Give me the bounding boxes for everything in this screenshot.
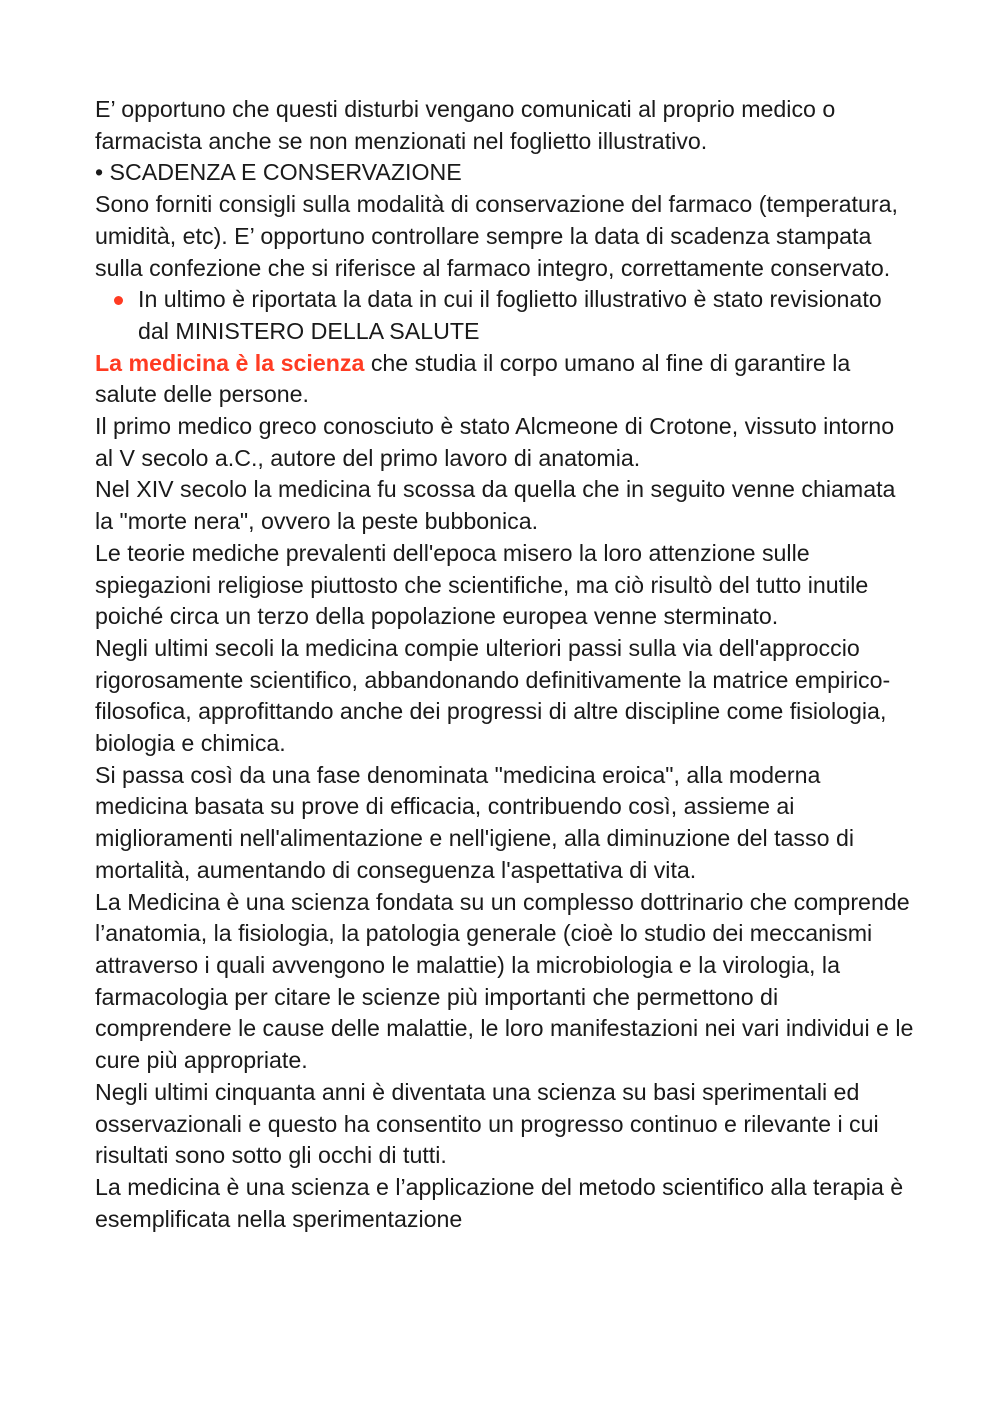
section-heading-scadenza: • SCADENZA E CONSERVAZIONE [95, 159, 462, 186]
paragraph-conservazione: Sono forniti consigli sulla modalità di conservazione del farmaco (temperatura, umidità, etc). E’ opportuno controllare sempre la data di scadenza stampata sulla confezione che si riferisce al farmaco integro, correttamente conservato. [95, 191, 898, 281]
paragraph-complesso-dottrinario: La Medicina è una scienza fondata su un complesso dottrinario che comprende l’anatomia, la fisiologia, la patologia generale (cioè lo studio dei meccanismi attraverso i quali avvengono le malattie) la microbiologia e la virologia, la farmacologia per citare le scienze più importanti che permettono di comprendere le cause delle malattie, le loro manifestazioni nei vari individui e le cure più appropriate. [95, 888, 914, 1074]
paragraph-teorie-mediche: Le teorie mediche prevalenti dell'epoca misero la loro attenzione sulle spiegazioni religiose piuttosto che scientifiche, ma ciò risultò del tutto inutile poiché circa un terzo della popolazione europea venne sterminato. [95, 539, 869, 630]
bullet-list [95, 284, 915, 347]
paragraph-morte-nera: Nel XIV secolo la medicina fu scossa da quella che in seguito venne chiamata la "morte nera", ovvero la peste bubbonica. [95, 476, 896, 535]
definition-rest: che studia il corpo umano al fine di garantire la salute delle persone. [95, 349, 851, 408]
paragraph-ultimi-secoli: Negli ultimi secoli la medicina compie ulteriori passi sulla via dell'approccio rigorosamente scientifico, abbandonando definitivamente la matrice empirico- filosofica, approfittando anche dei progressi di altre discipline come fisiologia, biologia e chimica. [95, 634, 891, 757]
paragraph-metodo-scientifico: La medicina è una scienza e l’applicazione del metodo scientifico alla terapia è esemplificata nella sperimentazione [95, 1173, 904, 1232]
bullet-item-text: In ultimo è riportata la data in cui il foglietto illustrativo è stato revisionato dal MINISTERO DELLA SALUTE [138, 286, 882, 344]
paragraph-disturbi: E’ opportuno che questi disturbi vengano comunicati al proprio medico o farmacista anche se non menzionati nel foglietto illustrativo. [95, 96, 836, 154]
paragraph-alcmeone: Il primo medico greco conosciuto è stato Alcmeone di Crotone, vissuto intorno al V secolo a.C., autore del primo lavoro di anatomia. [95, 413, 895, 471]
paragraph-definizione-medicina [95, 348, 915, 411]
paragraph-medicina-eroica: Si passa così da una fase denominata "medicina eroica", alla moderna medicina basata su prove di efficacia, contribuendo così, assieme ai miglioramenti nell'alimentazione e nell'igiene, alla diminuzione del tasso di mortalità, aumentando di conseguenza l'aspettativa di vita. [95, 761, 855, 883]
highlighted-phrase: La medicina è la scienza [95, 349, 365, 376]
paragraph-ultimi-cinquanta-anni: Negli ultimi cinquanta anni è diventata una scienza su basi sperimentali ed osservazionali e questo ha consentito un progresso continuo e rilevante i cui risultati sono sotto gli occhi di tutti. [95, 1078, 879, 1169]
bullet-dot-icon [114, 296, 123, 305]
document-page [95, 94, 915, 1235]
list-item [95, 284, 915, 347]
